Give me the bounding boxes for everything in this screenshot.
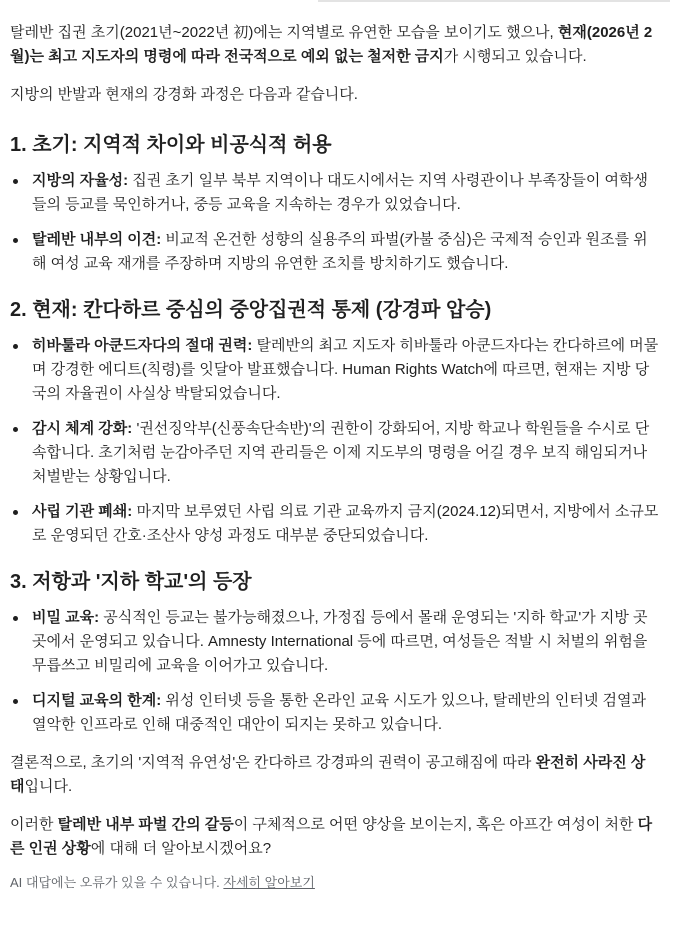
list-item-text: 위성 인터넷 등을 통한 온라인 교육 시도가 있으나, 탈레반의 인터넷 검열과 열악한 인프라로 인해 대중적인 대안이 되지는 못하고 있습니다. [32,692,646,733]
list-item-text: 집권 초기 일부 북부 지역이나 대도시에서는 지역 사령관이나 부족장들이 여학생들의 등교를 묵인하거나, 중등 교육을 지속하는 경우가 있었습니다. [32,172,648,213]
question-bold-1: 탈레반 내부 파벌 간의 갈등 [57,816,234,833]
list-item [10,417,659,489]
section-3-heading: 3. 저항과 '지하 학교'의 등장 [10,571,252,593]
list-item-text: 공식적인 등교는 불가능해졌으나, 가정집 등에서 몰래 운영되는 '지하 학교'가 지방 곳곳에서 운영되고 있습니다. Amnesty International 등에 따르면, 여성들은 적발 시 처벌의 위험을 무릅쓰고 비밀리에 교육을 이어가고 있습니다. [32,609,648,674]
question-text-2: 이 구체적으로 어떤 양상을 보이는지, 혹은 아프간 여성이 처한 [233,816,638,833]
conclusion-bold: 완전히 사라진 상태 [10,754,646,795]
list-item [10,500,659,548]
disclaimer-text: AI 대답에는 오류가 있을 수 있습니다. [10,875,224,890]
intro-text-2: 가 시행되고 있습니다. [443,48,587,65]
list-item-title: 디지털 교육의 한계: [32,692,162,709]
list-item [10,169,659,217]
list-item [10,228,659,276]
list-item-title: 비밀 교육: [32,609,100,626]
list-item [10,606,659,678]
ai-disclaimer [10,873,659,893]
list-item-text: 탈레반의 최고 지도자 히바툴라 아쿤드자다는 칸다하르에 머물며 강경한 에디트(칙령)를 잇달아 발표했습니다. Human Rights Watch에 따르면, 현재는 지방 당국의 자율권이 사실상 박탈되었습니다. [32,337,659,402]
question-text-3: 에 대해 더 알아보시겠어요? [90,840,272,857]
conclusion-text-2: 입니다. [24,778,73,795]
list-item [10,334,659,406]
list-item-title: 사립 기관 폐쇄: [32,503,133,520]
list-item-title: 감시 체계 강화: [32,420,133,437]
follow-up-question [10,813,659,861]
section-2-heading: 2. 현재: 칸다하르 중심의 중앙집권적 통제 (강경파 압승) [10,299,492,321]
section-3-list [10,606,659,737]
section-2-list [10,334,659,548]
top-divider [318,0,670,2]
conclusion-paragraph [10,751,659,799]
section-1-heading: 1. 초기: 지역적 차이와 비공식적 허용 [10,134,332,156]
list-item-title: 히바툴라 아쿤드자다의 절대 권력: [32,337,253,354]
list-item-text: '권선징악부(신풍속단속반)'의 권한이 강화되어, 지방 학교나 학원들을 수시로 단속합니다. 초기처럼 눈감아주던 지역 관리들은 이제 지도부의 명령을 어길 경우 보직 해임되거나 처벌받는 상황입니다. [32,420,650,485]
list-item [10,689,659,737]
question-text-1: 이러한 [10,816,58,833]
intro-bold: 현재(2026년 2월)는 최고 지도자의 명령에 따라 전국적으로 예외 없는 철저한 금지 [10,24,653,65]
list-item-text: 비교적 온건한 성향의 실용주의 파벌(카불 중심)은 국제적 승인과 원조를 위해 여성 교육 재개를 주장하며 지방의 유연한 조치를 방치하기도 했습니다. [32,231,648,272]
list-item-text: 마지막 보루였던 사립 의료 기관 교육까지 금지(2024.12)되면서, 지방에서 소규모로 운영되던 간호·조산사 양성 과정도 대부분 중단되었습니다. [32,503,659,544]
intro-paragraph-2: 지방의 반발과 현재의 강경화 과정은 다음과 같습니다. [10,86,358,103]
question-bold-2: 다른 인권 상황 [10,816,653,857]
list-item-title: 탈레반 내부의 이견: [32,231,162,248]
intro-text-1: 탈레반 집권 초기(2021년~2022년 初)에는 지역별로 유연한 모습을 보이기도 했으나, [10,24,558,41]
intro-paragraph [10,0,659,69]
section-1-list [10,169,659,276]
conclusion-text-1: 결론적으로, 초기의 '지역적 유연성'은 칸다하르 강경파의 권력이 공고해짐에 따라 [10,754,536,771]
list-item-title: 지방의 자율성: [32,172,129,189]
learn-more-link[interactable]: 자세히 알아보기 [223,875,315,890]
